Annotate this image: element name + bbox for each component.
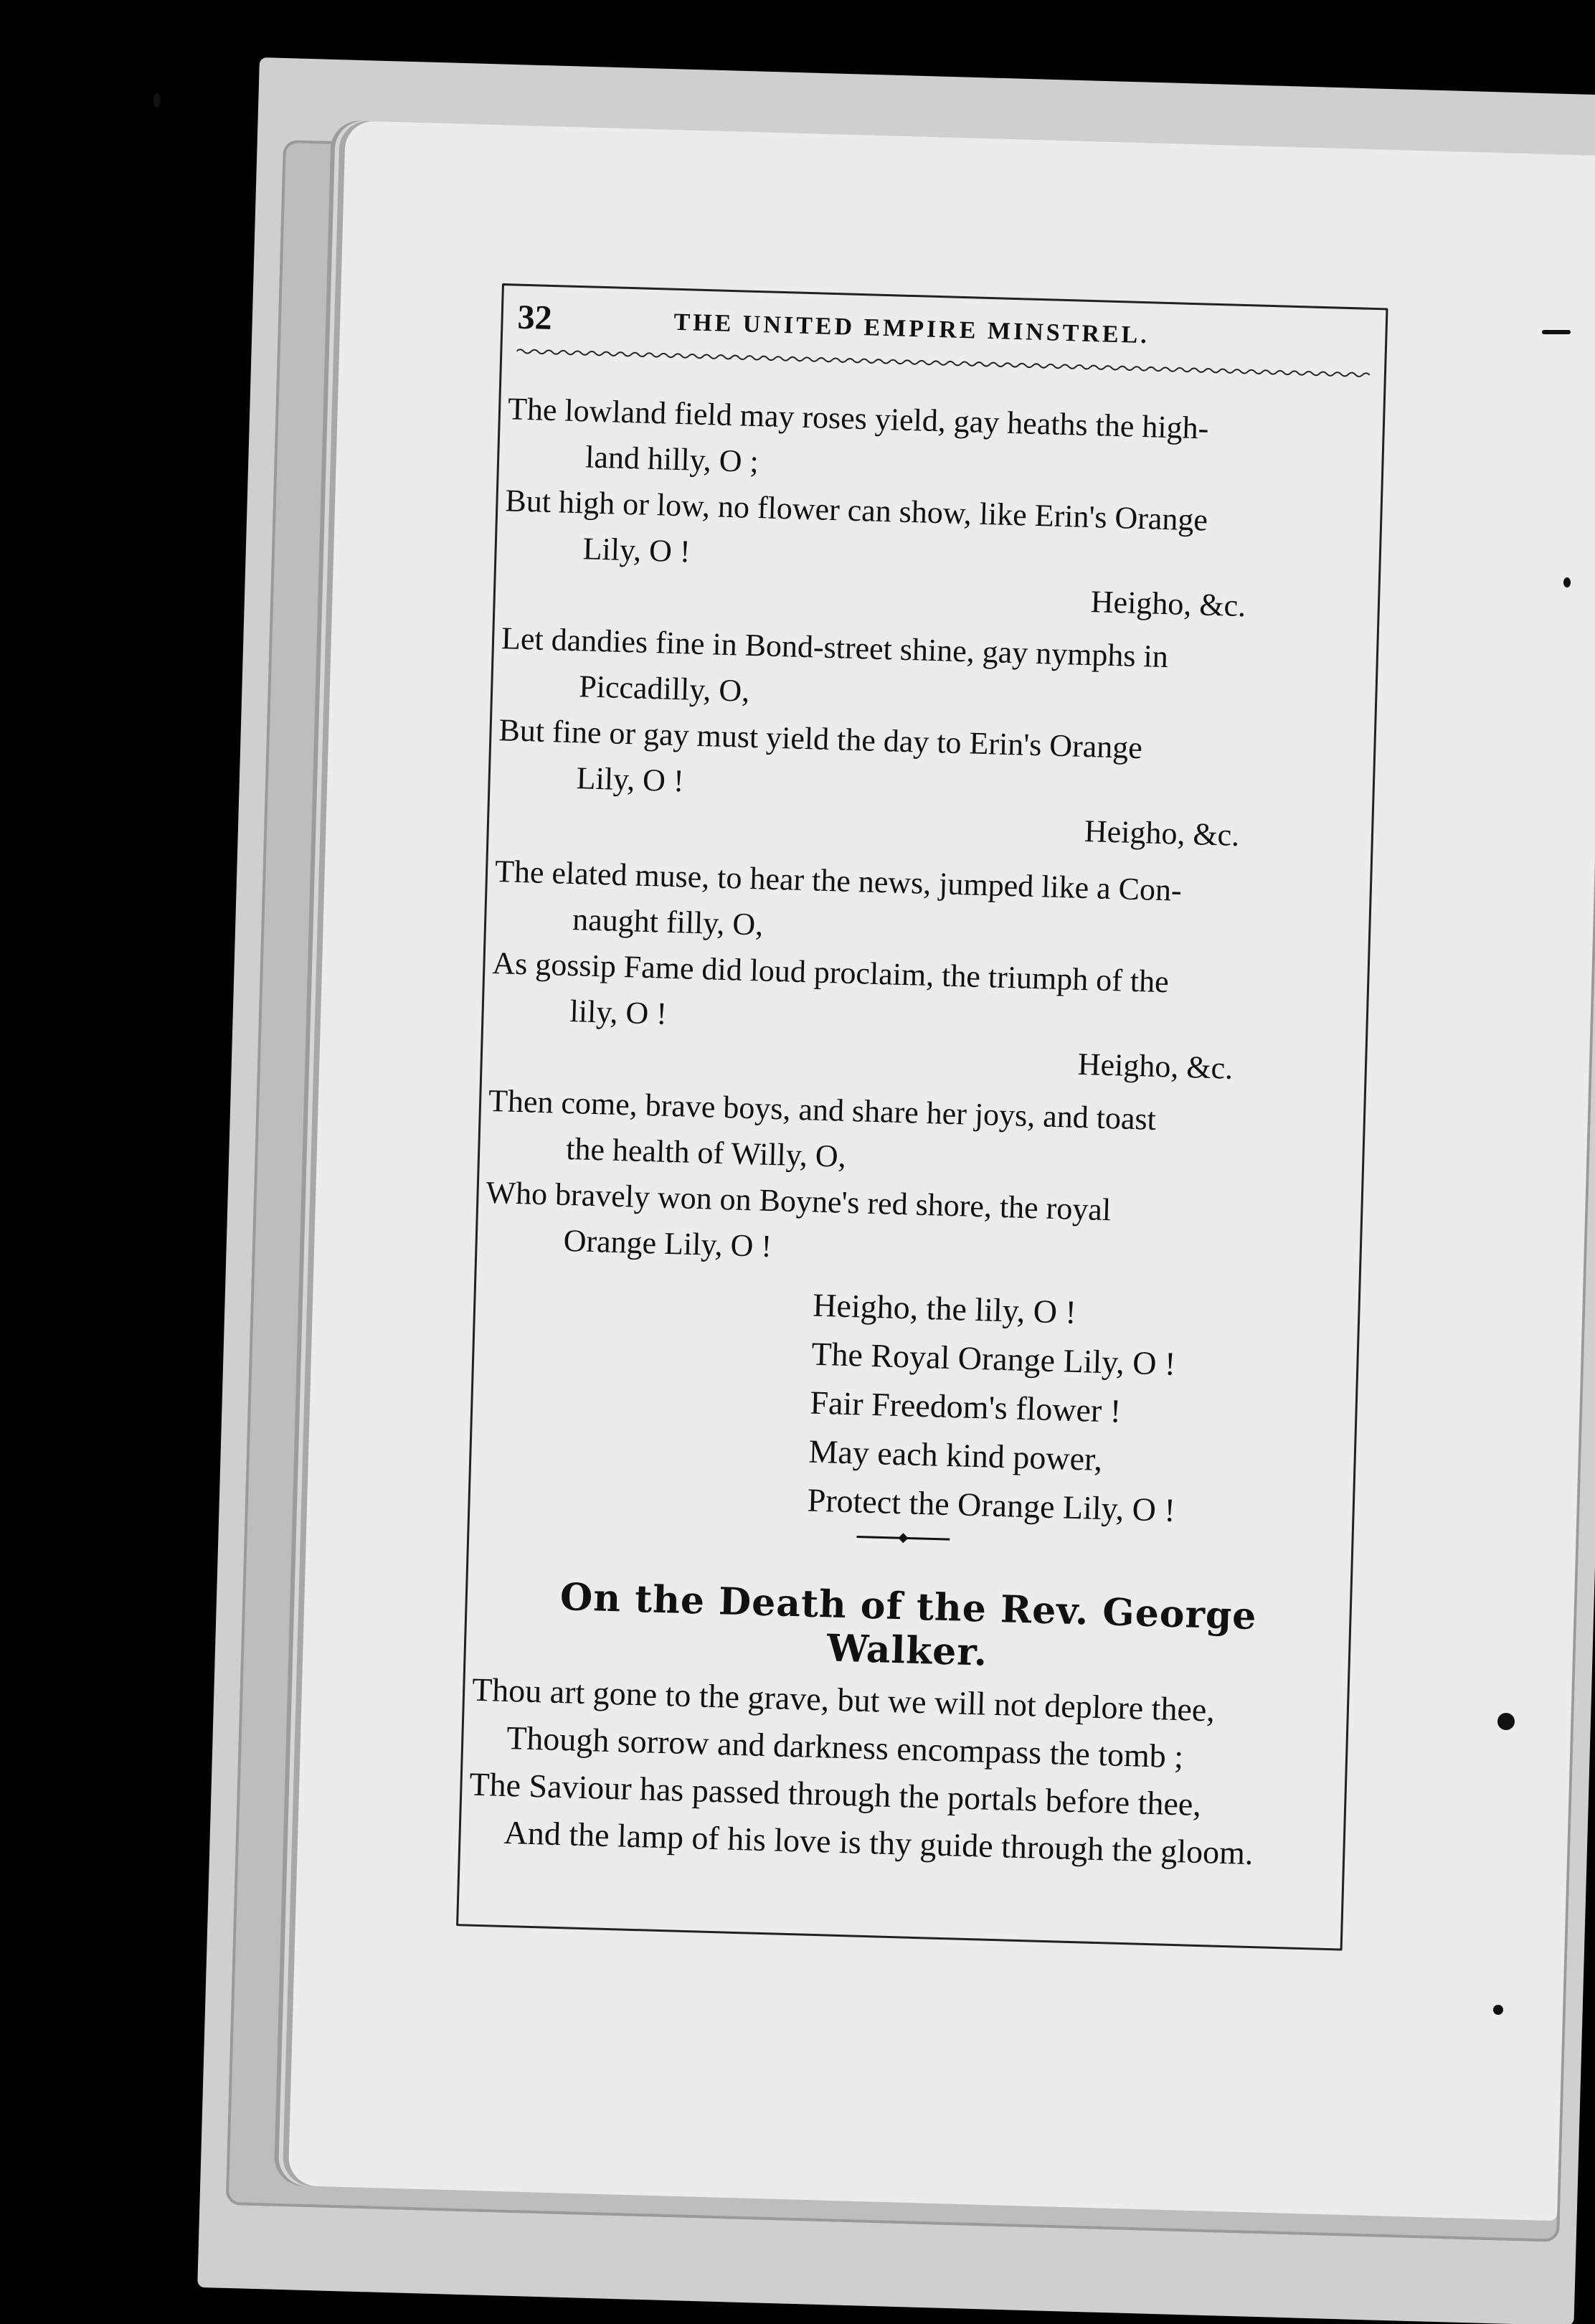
ornamental-divider: [856, 1529, 950, 1546]
poem-line: Thou art gone to the grave, but we will not deplore thee,: [471, 1671, 1216, 1729]
chorus-line: Heigho, the lily, O !: [812, 1286, 1077, 1331]
chorus-refrain: Heigho, &c.: [1077, 1046, 1234, 1086]
chorus-refrain: Heigho, &c.: [1090, 584, 1246, 624]
poem-title: On the Death of the Rev. George Walker.: [559, 1574, 1258, 1675]
chorus-line: Fair Freedom's flower !: [809, 1384, 1122, 1430]
verse-line: The lowland field may roses yield, gay heaths the high-: [507, 391, 1209, 446]
chorus-line: The Royal Orange Lily, O !: [810, 1335, 1177, 1382]
final-chorus: [807, 1281, 1181, 1535]
text-frame: [456, 283, 1388, 1951]
verse-line: Let dandies fine in Bond-street shine, gay nymphs in: [501, 620, 1169, 675]
verse-line: Then come, brave boys, and share her joys, and toast: [488, 1082, 1157, 1137]
verse-line: Lily, O !: [582, 531, 691, 570]
verse-line: land hilly, O ;: [584, 439, 759, 480]
chorus-refrain: Heigho, &c.: [1084, 813, 1240, 853]
page-number: 32: [516, 298, 553, 337]
verse-line: naught filly, O,: [572, 902, 764, 943]
stanza-1: [503, 386, 1376, 594]
stanza-4: [484, 1078, 1357, 1286]
stanza-2: [497, 615, 1370, 823]
poem-line: The Saviour has passed through the portals before thee,: [468, 1765, 1202, 1823]
chorus-line: May each kind power,: [808, 1432, 1103, 1478]
chorus-line: Protect the Orange Lily, O !: [807, 1481, 1176, 1529]
verse-line: But high or low, no flower can show, like Erin's Orange: [504, 483, 1208, 538]
poem-body: [460, 1666, 1348, 1879]
verse-line: Who bravely won on Boyne's red shore, the royal: [485, 1174, 1112, 1228]
verse-line: The elated muse, to hear the news, jumped like a Con-: [494, 854, 1183, 908]
verse-line: the health of Willy, O,: [565, 1130, 847, 1174]
verse-line: Lily, O !: [576, 760, 685, 799]
poem-line: Though sorrow and darkness encompass the tomb ;: [506, 1719, 1184, 1775]
poem-line: And the lamp of his love is thy guide through the gloom.: [503, 1813, 1254, 1872]
verse-line: As gossip Fame did loud proclaim, the triumph of the: [491, 945, 1170, 1000]
verse-line: Orange Lily, O !: [563, 1222, 772, 1265]
stanza-3: [491, 849, 1363, 1057]
verse-line: lily, O !: [569, 993, 668, 1031]
verse-line: But fine or gay must yield the day to Erin's Orange: [498, 712, 1143, 766]
verse-line: Piccadilly, O,: [578, 669, 750, 709]
running-title: THE UNITED EMPIRE MINSTREL.: [673, 308, 1150, 349]
